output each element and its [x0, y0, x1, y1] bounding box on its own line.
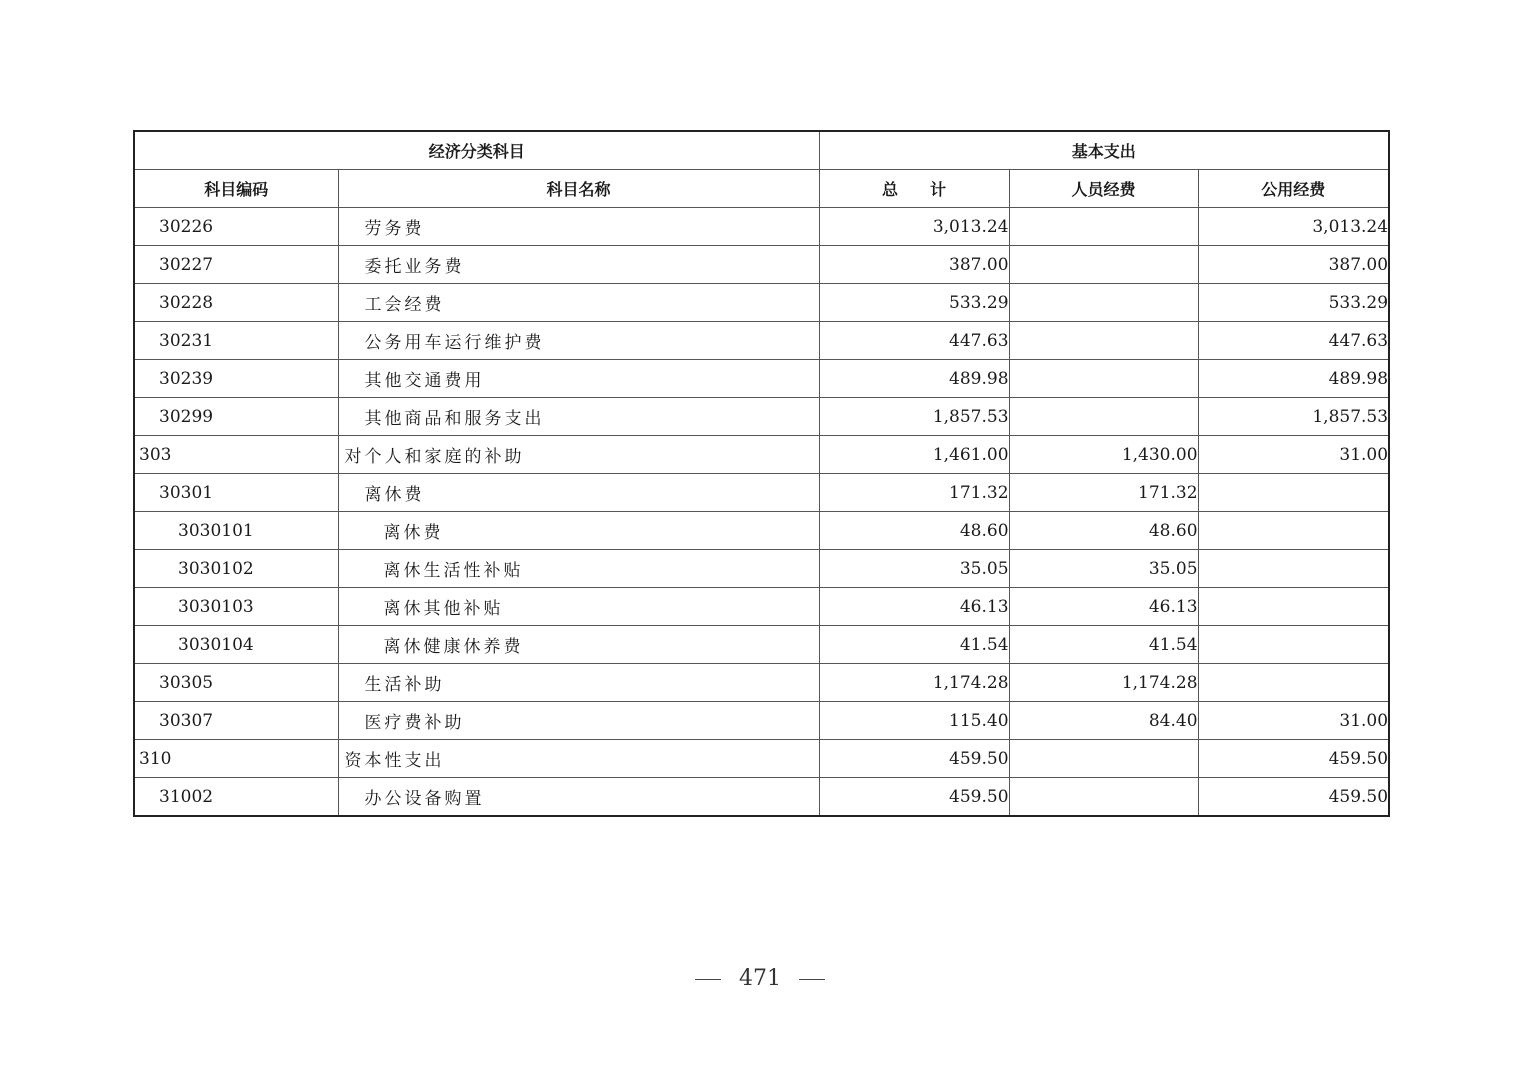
table-row	[134, 702, 1389, 740]
row-total: 459.50	[819, 740, 1009, 778]
table-row	[134, 664, 1389, 702]
row-name: 离休生活性补贴	[338, 550, 819, 588]
row-code: 30228	[134, 284, 338, 322]
row-public: 31.00	[1198, 436, 1389, 474]
row-code: 30231	[134, 322, 338, 360]
row-name: 劳务费	[338, 208, 819, 246]
row-total: 447.63	[819, 322, 1009, 360]
row-code: 303	[134, 436, 338, 474]
header-column-row	[134, 170, 1389, 208]
row-name: 医疗费补助	[338, 702, 819, 740]
row-name: 对个人和家庭的补助	[338, 436, 819, 474]
row-code: 30307	[134, 702, 338, 740]
row-public: 387.00	[1198, 246, 1389, 284]
page-footer	[0, 966, 1520, 991]
header-personnel: 人员经费	[1009, 170, 1198, 208]
row-code: 30299	[134, 398, 338, 436]
table-row	[134, 284, 1389, 322]
table-row	[134, 246, 1389, 284]
row-personnel: 46.13	[1009, 588, 1198, 626]
table-row	[134, 778, 1389, 817]
row-name: 生活补助	[338, 664, 819, 702]
row-code: 31002	[134, 778, 338, 817]
row-public: 3,013.24	[1198, 208, 1389, 246]
row-code: 30239	[134, 360, 338, 398]
table-row	[134, 550, 1389, 588]
row-code: 3030104	[134, 626, 338, 664]
row-code: 30226	[134, 208, 338, 246]
row-total: 46.13	[819, 588, 1009, 626]
row-total: 1,461.00	[819, 436, 1009, 474]
row-total: 115.40	[819, 702, 1009, 740]
row-total: 459.50	[819, 778, 1009, 817]
row-public: 459.50	[1198, 778, 1389, 817]
table-row	[134, 398, 1389, 436]
row-public: 447.63	[1198, 322, 1389, 360]
row-name: 办公设备购置	[338, 778, 819, 817]
row-name: 离休其他补贴	[338, 588, 819, 626]
table-row	[134, 588, 1389, 626]
row-public	[1198, 474, 1389, 512]
table-row	[134, 512, 1389, 550]
row-public	[1198, 588, 1389, 626]
table-row	[134, 740, 1389, 778]
table-row	[134, 436, 1389, 474]
row-code: 3030102	[134, 550, 338, 588]
row-total: 1,174.28	[819, 664, 1009, 702]
table-row	[134, 322, 1389, 360]
row-name: 其他交通费用	[338, 360, 819, 398]
row-personnel	[1009, 740, 1198, 778]
row-personnel	[1009, 208, 1198, 246]
row-public	[1198, 626, 1389, 664]
row-personnel: 171.32	[1009, 474, 1198, 512]
budget-table	[133, 130, 1390, 817]
row-personnel	[1009, 284, 1198, 322]
row-name: 资本性支出	[338, 740, 819, 778]
header-code: 科目编码	[134, 170, 338, 208]
header-group-row	[134, 131, 1389, 170]
table-row	[134, 360, 1389, 398]
page-number: 471	[739, 966, 781, 991]
header-total: 总 计	[819, 170, 1009, 208]
row-public: 489.98	[1198, 360, 1389, 398]
row-total: 387.00	[819, 246, 1009, 284]
header-name: 科目名称	[338, 170, 819, 208]
row-total: 48.60	[819, 512, 1009, 550]
row-personnel: 48.60	[1009, 512, 1198, 550]
row-personnel	[1009, 322, 1198, 360]
row-total: 3,013.24	[819, 208, 1009, 246]
row-personnel: 1,174.28	[1009, 664, 1198, 702]
row-total: 41.54	[819, 626, 1009, 664]
row-code: 3030103	[134, 588, 338, 626]
row-code: 30227	[134, 246, 338, 284]
row-public	[1198, 664, 1389, 702]
table-row	[134, 474, 1389, 512]
header-economic-category: 经济分类科目	[134, 131, 819, 170]
table-row	[134, 208, 1389, 246]
row-public: 459.50	[1198, 740, 1389, 778]
row-code: 3030101	[134, 512, 338, 550]
row-code: 30305	[134, 664, 338, 702]
row-personnel: 41.54	[1009, 626, 1198, 664]
row-total: 171.32	[819, 474, 1009, 512]
row-total: 489.98	[819, 360, 1009, 398]
header-public: 公用经费	[1198, 170, 1389, 208]
row-public	[1198, 512, 1389, 550]
row-name: 工会经费	[338, 284, 819, 322]
row-personnel	[1009, 398, 1198, 436]
row-total: 533.29	[819, 284, 1009, 322]
row-name: 委托业务费	[338, 246, 819, 284]
row-name: 离休费	[338, 512, 819, 550]
footer-dash-right	[799, 979, 825, 980]
row-personnel: 1,430.00	[1009, 436, 1198, 474]
table-body	[134, 208, 1389, 817]
table-row	[134, 626, 1389, 664]
row-personnel	[1009, 360, 1198, 398]
row-personnel	[1009, 778, 1198, 817]
header-basic-expenditure: 基本支出	[819, 131, 1389, 170]
row-public: 533.29	[1198, 284, 1389, 322]
row-personnel: 35.05	[1009, 550, 1198, 588]
row-code: 30301	[134, 474, 338, 512]
row-total: 1,857.53	[819, 398, 1009, 436]
row-total: 35.05	[819, 550, 1009, 588]
row-name: 离休费	[338, 474, 819, 512]
footer-dash-left	[695, 979, 721, 980]
row-public: 1,857.53	[1198, 398, 1389, 436]
row-name: 离休健康休养费	[338, 626, 819, 664]
row-public: 31.00	[1198, 702, 1389, 740]
row-name: 其他商品和服务支出	[338, 398, 819, 436]
row-personnel	[1009, 246, 1198, 284]
row-public	[1198, 550, 1389, 588]
row-name: 公务用车运行维护费	[338, 322, 819, 360]
row-personnel: 84.40	[1009, 702, 1198, 740]
row-code: 310	[134, 740, 338, 778]
